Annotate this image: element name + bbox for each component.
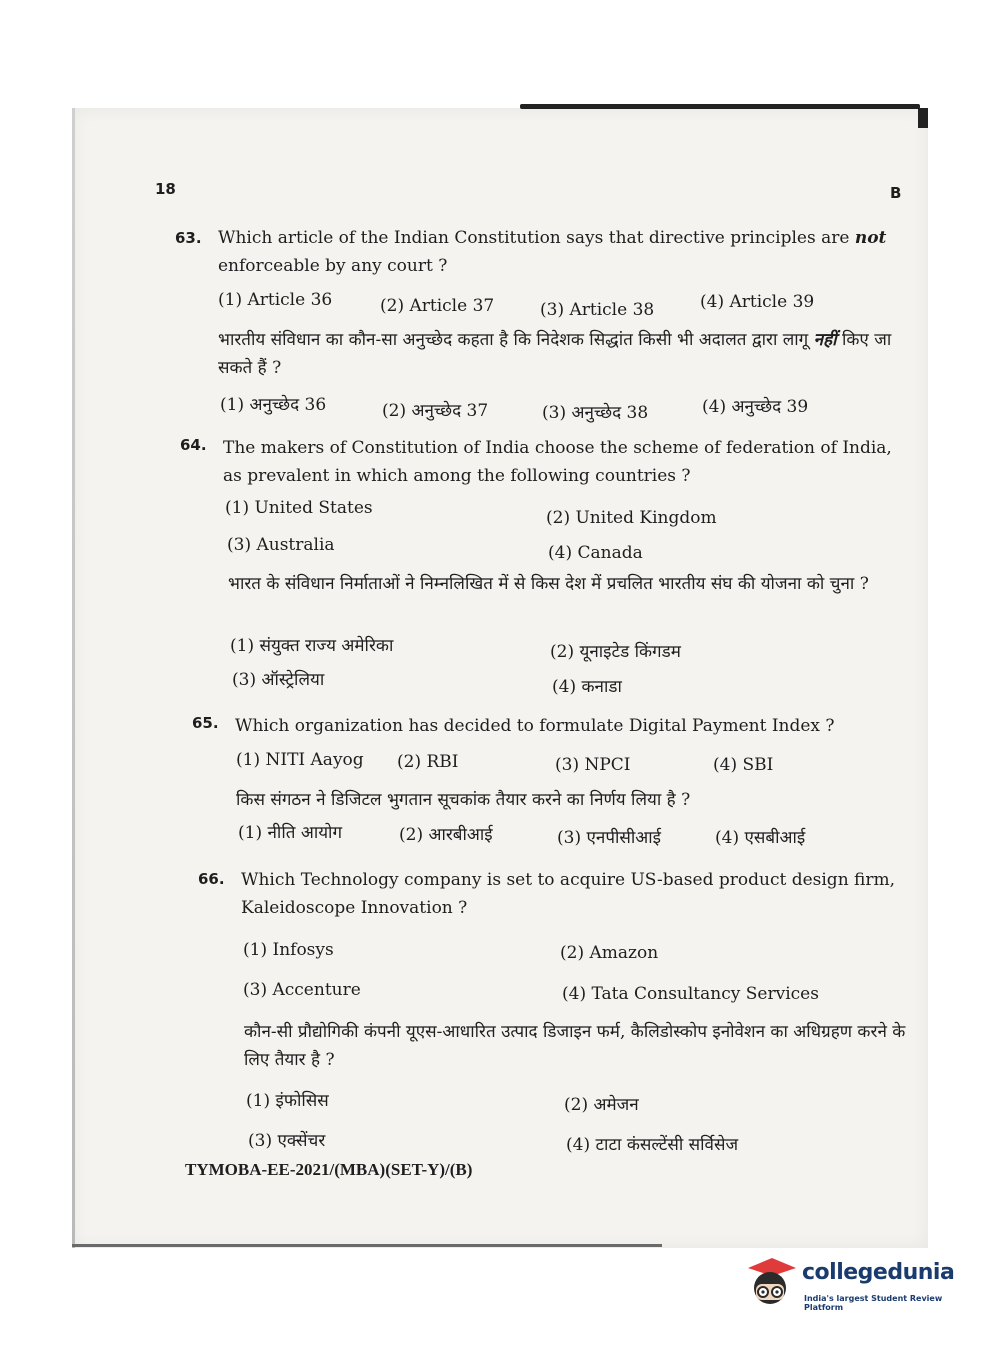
question-text-hi: भारतीय संविधान का कौन-सा अनुच्छेद कहता है कि निदेशक सिद्धांत किसी भी अदालत द्वारा लागू नहीं किए जा सकते हैं ? [218, 330, 892, 378]
option-en-3: (3) Accenture [243, 980, 361, 1000]
paper-bottom-edge [72, 1244, 662, 1247]
option-en-1: (1) United States [225, 498, 373, 518]
option-hi-1: (1) संयुक्त राज्य अमेरिका [230, 636, 394, 656]
option-hi-2: (2) यूनाइटेड किंगडम [550, 642, 681, 662]
option-hi-1: (1) अनुच्छेद 36 [220, 395, 327, 415]
option-hi-3: (3) एनपीसीआई [557, 828, 661, 848]
logo-wordmark: collegedunia [802, 1260, 955, 1285]
question-text-en: The makers of Constitution of India choose the scheme of federation of India, as prevalent in which among the following countries ? [223, 438, 892, 486]
option-hi-4: (4) कनाडा [552, 677, 622, 697]
option-en-1: (1) NITI Aayog [236, 750, 364, 770]
option-en-2: (2) Article 37 [380, 296, 495, 316]
option-en-2: (2) United Kingdom [546, 508, 717, 528]
question-number: 64. [180, 436, 207, 454]
option-hi-3: (3) एक्सेंचर [248, 1131, 326, 1151]
option-hi-1: (1) इंफोसिस [246, 1091, 329, 1111]
paper-code-footer: TYMOBA-EE-2021/(MBA)(SET-Y)/(B) [185, 1160, 473, 1179]
option-en-3: (3) NPCI [555, 755, 631, 775]
question-text-en: Which organization has decided to formulate Digital Payment Index ? [235, 716, 835, 736]
question-text-en: Which article of the Indian Constitution says that directive principles are not enforceable by any court ? [218, 228, 887, 276]
logo-tagline: India's largest Student Review Platform [804, 1294, 943, 1312]
question-text-hi: भारत के संविधान निर्माताओं ने निम्नलिखित में से किस देश में प्रचलित भारतीय संघ की योजना को चुना ? [228, 574, 869, 594]
option-en-4: (4) Article 39 [700, 292, 815, 312]
option-hi-2: (2) अनुच्छेद 37 [382, 401, 489, 421]
scan-corner [918, 108, 928, 128]
option-hi-3: (3) ऑस्ट्रेलिया [232, 670, 325, 690]
page-number: 18 [155, 180, 176, 198]
option-hi-4: (4) एसबीआई [715, 828, 806, 848]
question-text-hi: किस संगठन ने डिजिटल भुगतान सूचकांक तैयार करने का निर्णय लिया है ? [236, 790, 691, 810]
scan-mark [520, 104, 920, 109]
question-text-hi: कौन-सी प्रौद्योगिकी कंपनी यूएस-आधारित उत्पाद डिजाइन फर्म, कैलिडोस्कोप इनोवेशन का अधिग्रहण करने के लिए तैयार है ? [244, 1022, 906, 1070]
question-number: 66. [198, 870, 225, 888]
option-hi-4: (4) अनुच्छेद 39 [702, 397, 809, 417]
question-number: 63. [175, 229, 202, 247]
paper-edge [72, 108, 75, 1248]
option-en-2: (2) RBI [397, 752, 459, 772]
mascot-icon [742, 1254, 798, 1310]
option-en-4: (4) Canada [548, 543, 643, 563]
option-en-1: (1) Infosys [243, 940, 334, 960]
question-text-en: Which Technology company is set to acquire US-based product design firm, Kaleidoscope Innovation ? [241, 870, 896, 918]
option-hi-3: (3) अनुच्छेद 38 [542, 403, 649, 423]
option-en-2: (2) Amazon [560, 943, 659, 963]
question-number: 65. [192, 714, 219, 732]
option-en-3: (3) Australia [227, 535, 335, 555]
option-en-4: (4) Tata Consultancy Services [562, 984, 819, 1004]
option-en-3: (3) Article 38 [540, 300, 655, 320]
option-hi-2: (2) अमेजन [564, 1095, 639, 1115]
option-hi-2: (2) आरबीआई [399, 825, 493, 845]
option-hi-1: (1) नीति आयोग [238, 823, 343, 843]
collegedunia-logo[interactable] [742, 1252, 972, 1312]
option-hi-4: (4) टाटा कंसल्टेंसी सर्विसेज [566, 1135, 739, 1155]
option-en-1: (1) Article 36 [218, 290, 333, 310]
option-en-4: (4) SBI [713, 755, 774, 775]
set-letter: B [890, 184, 902, 202]
